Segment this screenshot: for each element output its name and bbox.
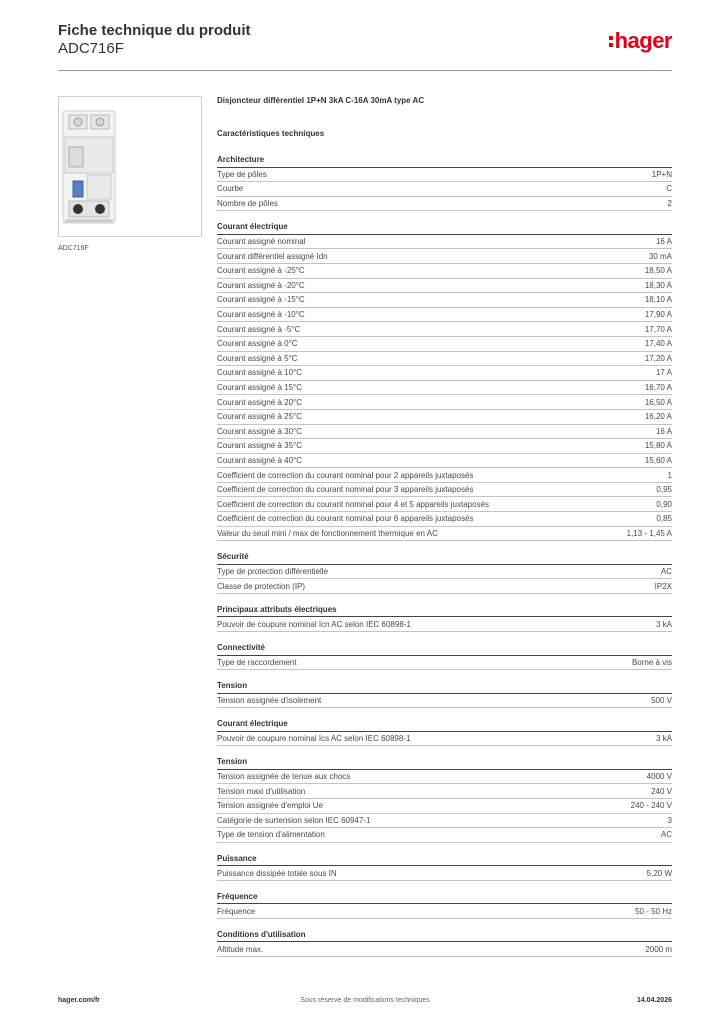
spec-value: 16,70 A — [644, 383, 672, 393]
section-title: Tension — [217, 679, 672, 694]
spec-row — [217, 235, 672, 250]
spec-section — [217, 641, 672, 670]
spec-row — [217, 694, 672, 709]
spec-row — [217, 468, 672, 483]
spec-label: Coefficient de correction du courant nominal pour 3 appareils juxtaposés — [217, 485, 474, 495]
spec-row — [217, 565, 672, 580]
section-title: Connectivité — [217, 641, 672, 656]
product-image-caption: ADC716F — [58, 245, 89, 252]
spec-row — [217, 182, 672, 197]
spec-value: 16 A — [655, 426, 672, 436]
spec-row — [217, 814, 672, 829]
spec-row — [217, 410, 672, 425]
spec-row — [217, 579, 672, 594]
spec-value: 5,20 W — [646, 868, 672, 878]
footer-notice: Sous réserve de modifications techniques — [300, 997, 430, 1004]
spec-value: 17,40 A — [644, 339, 672, 349]
spec-row — [217, 828, 672, 843]
spec-label: Altitude max. — [217, 944, 264, 954]
spec-label: Courant assigné à -10°C — [217, 310, 305, 320]
spec-value: 240 V — [651, 786, 672, 796]
spec-row — [217, 279, 672, 294]
logo-dots-icon — [609, 36, 613, 47]
spec-label: Courant assigné à -5°C — [217, 324, 301, 334]
spec-value: 1,13 - 1,45 A — [626, 528, 672, 538]
spec-value: 0,95 — [656, 485, 672, 495]
spec-row — [217, 197, 672, 212]
spec-value: 2000 m — [645, 944, 672, 954]
spec-row — [217, 799, 672, 814]
spec-label: Tension maxi d'utilisation — [217, 786, 306, 796]
spec-value: 3 — [667, 815, 672, 825]
section-title: Puissance — [217, 852, 672, 867]
section-title: Architecture — [217, 153, 672, 168]
spec-value: 3 kA — [655, 619, 672, 629]
spec-value: 15,80 A — [644, 441, 672, 451]
spec-label: Type de protection différentielle — [217, 567, 329, 577]
spec-label: Coefficient de correction du courant nominal pour 4 et 5 appareils juxtaposés — [217, 499, 490, 509]
footer-website-link[interactable]: hager.com/fr — [58, 997, 101, 1004]
spec-value: AC — [660, 830, 672, 840]
spec-label: Classe de protection (IP) — [217, 581, 306, 591]
spec-value: AC — [660, 567, 672, 577]
spec-section — [217, 852, 672, 881]
product-reference: ADC716F — [58, 40, 124, 57]
technical-characteristics-heading: Caractéristiques techniques — [217, 129, 325, 138]
spec-label: Valeur du seuil mini / max de fonctionnement thermique en AC — [217, 528, 438, 538]
spec-row — [217, 395, 672, 410]
spec-label: Courant assigné à 5°C — [217, 353, 298, 363]
spec-row — [217, 732, 672, 747]
spec-label: Type de pôles — [217, 169, 267, 179]
section-title: Tension — [217, 755, 672, 770]
spec-section — [217, 153, 672, 211]
product-image — [58, 96, 202, 237]
spec-section — [217, 550, 672, 594]
spec-label: Courant assigné à 10°C — [217, 368, 303, 378]
spec-section — [217, 679, 672, 708]
document-title: Fiche technique du produit — [58, 22, 251, 39]
spec-section — [217, 220, 672, 541]
spec-row — [217, 168, 672, 183]
spec-value: 17,70 A — [644, 324, 672, 334]
spec-row — [217, 512, 672, 527]
spec-label: Type de raccordement — [217, 657, 297, 667]
spec-value: 4000 V — [646, 772, 672, 782]
hager-logo — [609, 28, 672, 54]
spec-value: 240 - 240 V — [630, 801, 672, 811]
spec-value: IP2X — [654, 581, 672, 591]
spec-label: Courant assigné à 15°C — [217, 383, 303, 393]
section-title: Courant électrique — [217, 717, 672, 732]
spec-row — [217, 617, 672, 632]
spec-row — [217, 656, 672, 671]
spec-value: 3 kA — [655, 734, 672, 744]
spec-label: Courbe — [217, 184, 244, 194]
spec-value: 16 A — [655, 237, 672, 247]
spec-row — [217, 784, 672, 799]
section-title: Courant électrique — [217, 220, 672, 235]
spec-label: Tension assignée de tenue aux chocs — [217, 772, 351, 782]
spec-section — [217, 755, 672, 842]
spec-value: 30 mA — [648, 251, 672, 261]
page-header — [58, 22, 672, 72]
spec-value: 17,20 A — [644, 353, 672, 363]
spec-value: 15,60 A — [644, 455, 672, 465]
datasheet-content — [217, 96, 672, 966]
spec-row — [217, 322, 672, 337]
spec-label: Courant assigné à 35°C — [217, 441, 303, 451]
section-title: Fréquence — [217, 890, 672, 905]
spec-value: 16,20 A — [644, 412, 672, 422]
spec-value: 18,10 A — [644, 295, 672, 305]
spec-label: Nombre de pôles — [217, 198, 278, 208]
spec-value: 18,50 A — [644, 266, 672, 276]
section-title: Sécurité — [217, 550, 672, 565]
spec-sections — [217, 153, 672, 957]
section-title: Principaux attributs électriques — [217, 603, 672, 618]
spec-row — [217, 293, 672, 308]
spec-row — [217, 866, 672, 881]
spec-label: Courant assigné à 30°C — [217, 426, 303, 436]
section-title: Conditions d'utilisation — [217, 928, 672, 943]
spec-row — [217, 770, 672, 785]
spec-section — [217, 928, 672, 957]
spec-label: Courant assigné à 20°C — [217, 397, 303, 407]
page-footer — [58, 997, 672, 1009]
spec-row — [217, 366, 672, 381]
product-description: Disjoncteur différentiel 1P+N 3kA C-16A 30mA type AC — [217, 96, 425, 105]
spec-value: Borne à vis — [631, 657, 672, 667]
spec-row — [217, 264, 672, 279]
spec-row — [217, 527, 672, 542]
spec-label: Coefficient de correction du courant nominal pour 2 appareils juxtaposés — [217, 470, 474, 480]
spec-section — [217, 890, 672, 919]
spec-section — [217, 603, 672, 632]
spec-value: 1P+N — [651, 169, 672, 179]
spec-row — [217, 249, 672, 264]
spec-value: 1 — [667, 470, 672, 480]
footer-date: 14.04.2026 — [636, 997, 672, 1004]
spec-value: 18,30 A — [644, 280, 672, 290]
spec-label: Puissance dissipée totale sous IN — [217, 868, 337, 878]
spec-label: Courant assigné à 0°C — [217, 339, 298, 349]
spec-row — [217, 352, 672, 367]
spec-label: Type de tension d'alimentation — [217, 830, 325, 840]
spec-row — [217, 439, 672, 454]
spec-section — [217, 717, 672, 746]
spec-row — [217, 337, 672, 352]
spec-label: Tension assignée d'emploi Ue — [217, 801, 324, 811]
spec-label: Coefficient de correction du courant nominal pour 6 appareils juxtaposés — [217, 514, 474, 524]
spec-row — [217, 904, 672, 919]
spec-label: Courant assigné à -15°C — [217, 295, 305, 305]
spec-row — [217, 425, 672, 440]
spec-label: Fréquence — [217, 906, 256, 916]
logo-text: hager — [614, 28, 672, 53]
spec-label: Courant assigné à -25°C — [217, 266, 305, 276]
spec-row — [217, 454, 672, 469]
spec-value: 0,90 — [656, 499, 672, 509]
spec-label: Courant assigné à 40°C — [217, 455, 303, 465]
spec-value: 17 A — [655, 368, 672, 378]
spec-label: Pouvoir de coupure nominal Icn AC selon IEC 60898-1 — [217, 619, 411, 629]
spec-value: 16,50 A — [644, 397, 672, 407]
spec-row — [217, 497, 672, 512]
spec-label: Courant différentiel assigné Idn — [217, 251, 328, 261]
spec-value: 50 - 50 Hz — [635, 906, 672, 916]
header-divider — [58, 70, 672, 71]
spec-value: 500 V — [651, 695, 672, 705]
spec-label: Courant assigné à 25°C — [217, 412, 303, 422]
spec-label: Tension assignée d'isolement — [217, 695, 322, 705]
spec-label: Pouvoir de coupure nominal Ics AC selon IEC 60898-1 — [217, 734, 411, 744]
spec-value: C — [666, 184, 672, 194]
spec-row — [217, 381, 672, 396]
spec-row — [217, 483, 672, 498]
spec-label: Courant assigné à -20°C — [217, 280, 305, 290]
spec-row — [217, 942, 672, 957]
spec-label: Catégorie de surtension selon IEC 60947-1 — [217, 815, 371, 825]
spec-value: 2 — [667, 198, 672, 208]
spec-value: 17,90 A — [644, 310, 672, 320]
spec-value: 0,85 — [656, 514, 672, 524]
spec-row — [217, 308, 672, 323]
spec-label: Courant assigné nominal — [217, 237, 306, 247]
